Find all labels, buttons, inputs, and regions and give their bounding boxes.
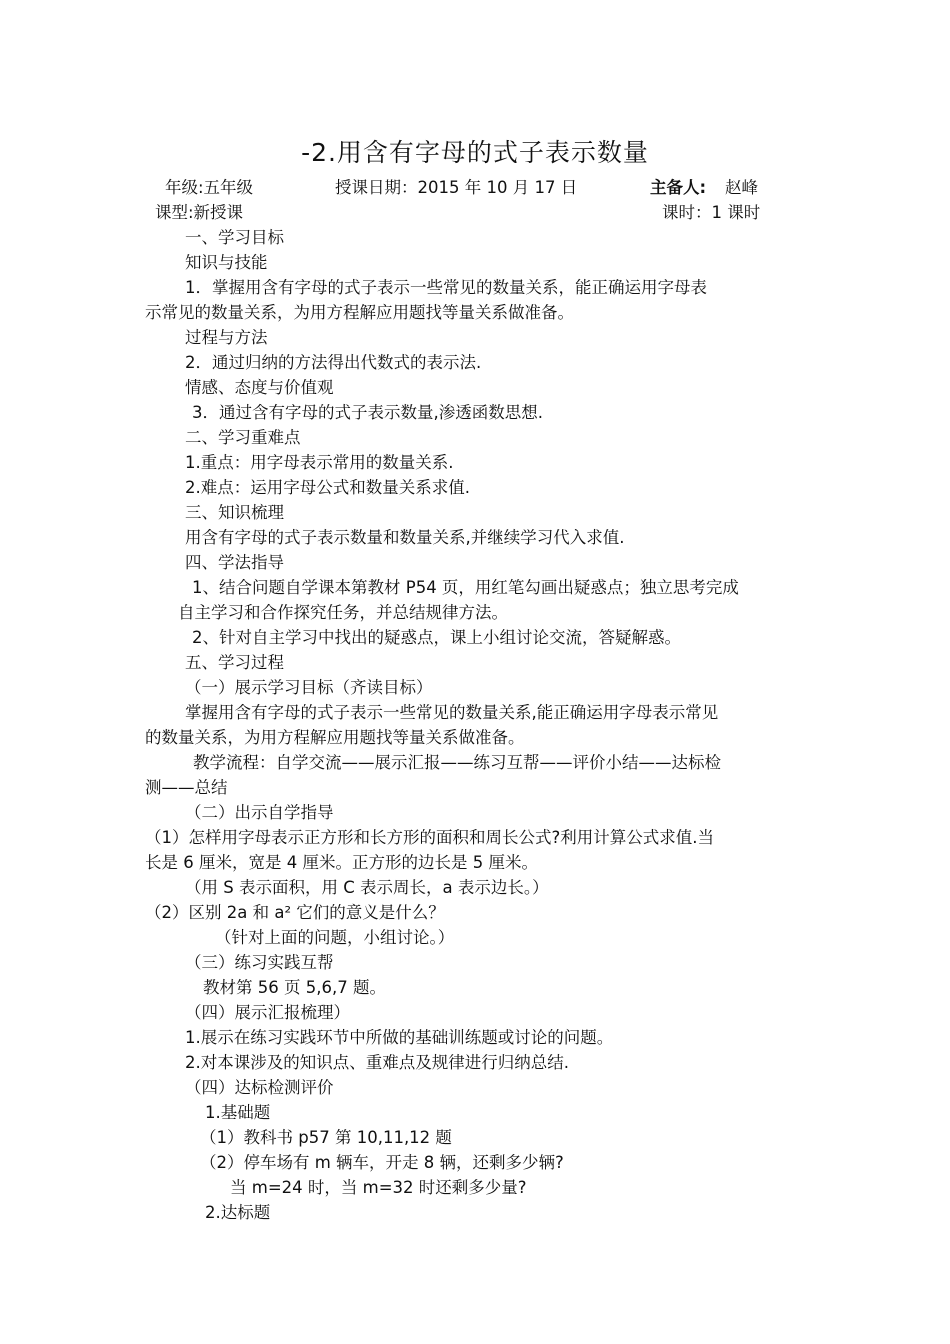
text-line: 教材第 56 页 5,6,7 题。 bbox=[203, 978, 386, 997]
text-line: 自主学习和合作探究任务，并总结规律方法。 bbox=[178, 603, 508, 622]
text-line: 用含有字母的式子表示数量和数量关系,并继续学习代入求值. bbox=[185, 528, 625, 547]
text-line: 1.基础题 bbox=[205, 1103, 271, 1122]
text-line: 2．通过归纳的方法得出代数式的表示法. bbox=[185, 353, 482, 372]
text-line: 测——总结 bbox=[145, 778, 228, 797]
text-line: 示常见的数量关系，为用方程解应用题找等量关系做准备。 bbox=[145, 303, 574, 322]
subheading: 知识与技能 bbox=[185, 253, 268, 272]
text-line: 1．掌握用含有字母的式子表示一些常见的数量关系，能正确运用字母表 bbox=[185, 278, 707, 297]
text-line: （2）停车场有 m 辆车，开走 8 辆，还剩多少辆? bbox=[200, 1153, 564, 1172]
subheading: 情感、态度与价值观 bbox=[185, 378, 334, 397]
lesson-type: 课型:新授课 bbox=[155, 203, 244, 222]
text-line: （1）怎样用字母表示正方形和长方形的面积和周长公式?利用计算公式求值.当 bbox=[145, 828, 715, 847]
text-line: 长是 6 厘米，宽是 4 厘米。正方形的边长是 5 厘米。 bbox=[145, 853, 538, 872]
text-line: 3．通过含有字母的式子表示数量,渗透函数思想. bbox=[192, 403, 543, 422]
text-line: 1.展示在练习实践环节中所做的基础训练题或讨论的问题。 bbox=[185, 1028, 614, 1047]
subheading: （二）出示自学指导 bbox=[185, 803, 334, 822]
text-line: 当 m=24 时，当 m=32 时还剩多少量? bbox=[230, 1178, 527, 1197]
preparer-name: 赵峰 bbox=[725, 178, 758, 197]
text-line: 2、针对自主学习中找出的疑惑点，课上小组讨论交流，答疑解惑。 bbox=[192, 628, 681, 647]
section-heading: 一、学习目标 bbox=[185, 228, 284, 247]
text-line: 2.对本课涉及的知识点、重难点及规律进行归纳总结. bbox=[185, 1053, 569, 1072]
text-line: 1.重点：用字母表示常用的数量关系. bbox=[185, 453, 454, 472]
subheading: （一）展示学习目标（齐读目标） bbox=[185, 678, 433, 697]
section-heading: 四、学法指导 bbox=[185, 553, 284, 572]
text-line: 2.达标题 bbox=[205, 1203, 271, 1222]
text-line: 教学流程：自学交流——展示汇报——练习互帮——评价小结——达标检 bbox=[193, 753, 721, 772]
lesson-period: 课时：1 课时 bbox=[662, 203, 761, 222]
lesson-date: 授课日期：2015 年 10 月 17 日 bbox=[335, 178, 578, 197]
subheading: （四）展示汇报梳理） bbox=[185, 1003, 350, 1022]
text-line: （用 S 表示面积，用 C 表示周长，a 表示边长。） bbox=[185, 878, 549, 897]
grade: 年级:五年级 bbox=[165, 178, 254, 197]
section-heading: 五、学习过程 bbox=[185, 653, 284, 672]
section-heading: 二、学习重难点 bbox=[185, 428, 301, 447]
text-line: （针对上面的问题，小组讨论。） bbox=[215, 928, 455, 947]
subheading: 过程与方法 bbox=[185, 328, 268, 347]
page-title: -2.用含有字母的式子表示数量 bbox=[301, 138, 649, 167]
preparer-label: 主备人: bbox=[650, 178, 707, 197]
text-line: 2.难点：运用字母公式和数量关系求值. bbox=[185, 478, 470, 497]
subheading: （三）练习实践互帮 bbox=[185, 953, 334, 972]
text-line: 掌握用含有字母的式子表示一些常见的数量关系,能正确运用字母表示常见 bbox=[185, 703, 719, 722]
text-line: （1）教科书 p57 第 10,11,12 题 bbox=[200, 1128, 452, 1147]
subheading: （四）达标检测评价 bbox=[185, 1078, 334, 1097]
text-line: 1、结合问题自学课本第教材 P54 页，用红笔勾画出疑惑点；独立思考完成 bbox=[192, 578, 739, 597]
text-line: 的数量关系，为用方程解应用题找等量关系做准备。 bbox=[145, 728, 525, 747]
section-heading: 三、知识梳理 bbox=[185, 503, 284, 522]
text-line: （2）区别 2a 和 a² 它们的意义是什么？ bbox=[145, 903, 445, 922]
